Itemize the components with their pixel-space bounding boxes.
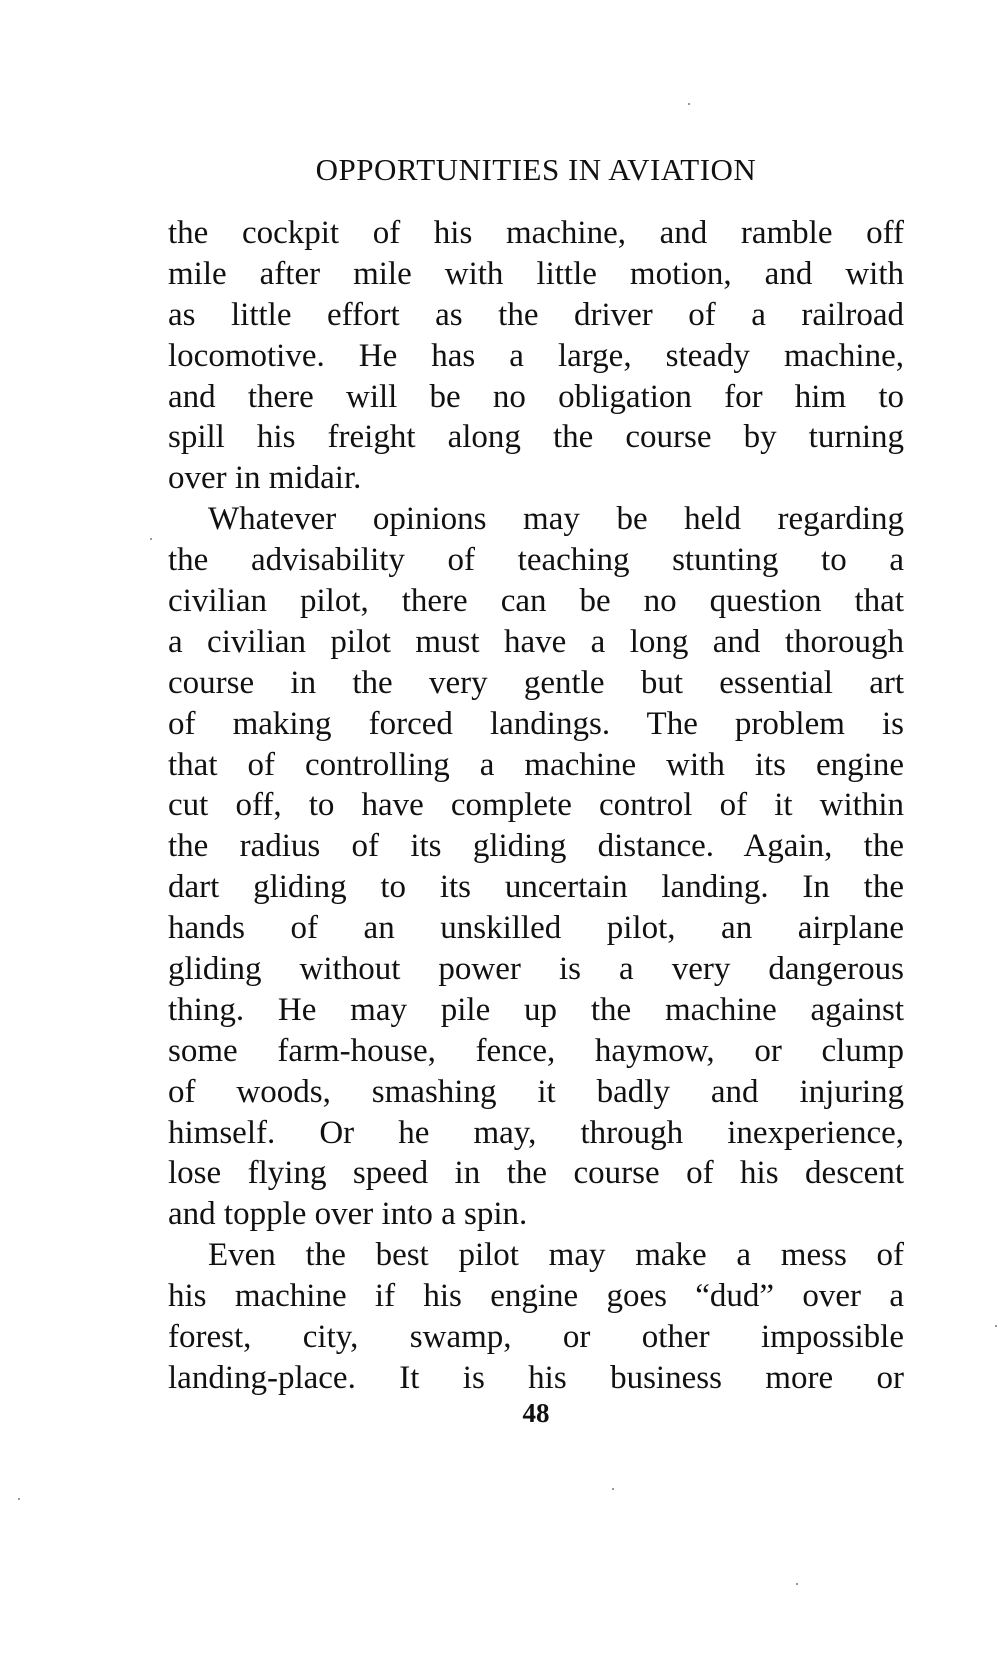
- paragraph-1: [168, 213, 904, 499]
- text-line: himself. Or he may, through inexperience,: [168, 1114, 904, 1151]
- text-line: landing-place. It is his business more or: [168, 1359, 904, 1396]
- text-line: locomotive. He has a large, steady machine,: [168, 337, 904, 374]
- paragraph-3: [168, 1235, 904, 1399]
- text-line: course in the very gentle but essential art: [168, 664, 904, 701]
- scan-speck: [150, 538, 152, 540]
- text-line: of woods, smashing it badly and injuring: [168, 1073, 904, 1110]
- text-line: cut off, to have complete control of it within: [168, 787, 904, 824]
- paragraph-2: [168, 499, 904, 1235]
- text-line: spill his freight along the course by turning: [168, 419, 904, 456]
- text-line: hands of an unskilled pilot, an airplane: [168, 910, 904, 947]
- text-line: gliding without power is a very dangerous: [168, 951, 904, 988]
- text-line: and topple over into a spin.: [168, 1196, 528, 1233]
- text-line: the advisability of teaching stunting to a: [168, 542, 904, 579]
- page-number: 48: [522, 1398, 550, 1428]
- text-line: the radius of its gliding distance. Again, the: [168, 828, 904, 865]
- text-line: forest, city, swamp, or other impossible: [168, 1319, 904, 1356]
- scan-speck: [688, 103, 690, 105]
- text-line: the cockpit of his machine, and ramble off: [168, 215, 904, 251]
- text-line: his machine if his engine goes “dud” over a: [168, 1278, 904, 1315]
- scan-speck: [612, 1488, 614, 1490]
- running-head: OPPORTUNITIES IN AVIATION: [315, 152, 757, 187]
- text-line: civilian pilot, there can be no question that: [168, 583, 904, 620]
- text-line: a civilian pilot must have a long and thorough: [168, 623, 904, 660]
- body-text: [168, 213, 904, 1399]
- text-line: and there will be no obligation for him to: [168, 378, 904, 415]
- text-line: thing. He may pile up the machine against: [168, 991, 904, 1028]
- scan-speck: [796, 1583, 798, 1585]
- text-line: as little effort as the driver of a railroad: [168, 296, 904, 333]
- text-line: dart gliding to its uncertain landing. In the: [168, 869, 904, 906]
- text-line: Even the best pilot may make a mess of: [208, 1237, 904, 1274]
- text-line: some farm-house, fence, haymow, or clump: [168, 1032, 904, 1069]
- text-line: over in midair.: [168, 460, 362, 497]
- text-line: mile after mile with little motion, and with: [168, 255, 904, 292]
- text-line: Whatever opinions may be held regarding: [208, 501, 904, 538]
- scan-speck: [18, 1498, 20, 1500]
- text-line: lose flying speed in the course of his descent: [168, 1155, 904, 1192]
- text-line: that of controlling a machine with its engine: [168, 746, 904, 783]
- scan-speck: [995, 1325, 997, 1327]
- text-line: of making forced landings. The problem is: [168, 705, 904, 742]
